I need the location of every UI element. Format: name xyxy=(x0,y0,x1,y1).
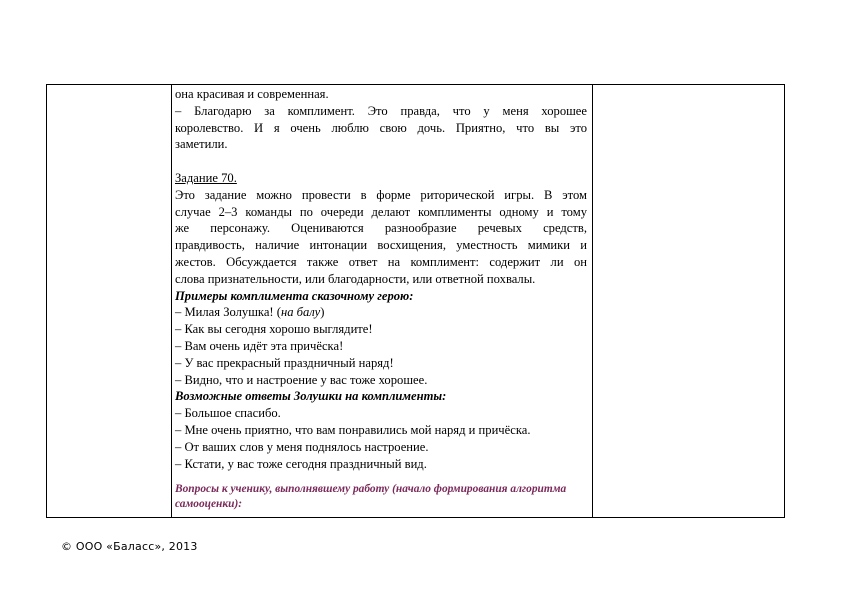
questions-heading-line: самооценки): xyxy=(175,498,243,511)
questions-heading xyxy=(175,482,587,512)
task-title: Задание 70. xyxy=(175,170,237,185)
example-line: – Вам очень идёт эта причёска! xyxy=(175,338,344,353)
example-text: ) xyxy=(320,305,325,320)
example-line xyxy=(175,304,587,321)
text-line: заметили. xyxy=(175,137,228,152)
text-line: случае 2–3 команды по очереди делают комплименты одному и тому xyxy=(175,204,587,219)
example-line: – Как вы сегодня хорошо выглядите! xyxy=(175,322,373,337)
questions-heading-line: Вопросы к ученику, выполнявшему работу (начало формирования алгоритма xyxy=(175,483,567,496)
example-line: – Видно, что и настроение у вас тоже хорошее. xyxy=(175,372,428,387)
text-line: слова признательности, или благодарности, или ответной похвалы. xyxy=(175,271,536,286)
footer-copyright: © ООО «Баласс», 2013 xyxy=(61,540,198,553)
table-cell-right xyxy=(592,85,785,517)
text-line: – Благодарю за комплимент. Это правда, что у меня хорошее xyxy=(175,103,587,118)
example-text: – Милая Золушка! ( xyxy=(175,305,281,320)
answer-line: – От ваших слов у меня поднялось настроение. xyxy=(175,439,429,454)
example-line: – У вас прекрасный праздничный наряд! xyxy=(175,355,394,370)
answer-line: – Мне очень приятно, что вам понравились мой наряд и причёска. xyxy=(175,422,531,437)
examples-heading: Примеры комплимента сказочному герою: xyxy=(175,288,414,303)
text-line: жестов. Обсуждается также ответ на комплимент: содержит ли он xyxy=(175,254,587,269)
answer-line: – Кстати, у вас тоже сегодня праздничный вид. xyxy=(175,456,427,471)
text-line: Это задание можно провести в форме риторической игры. В этом xyxy=(175,187,587,202)
table-cell-left xyxy=(47,85,171,517)
text-line: королевство. И я очень люблю свою дочь. Приятно, что вы это xyxy=(175,120,587,135)
lesson-table xyxy=(46,84,785,518)
text-line: правдивость, наличие интонации восхищения, уместность мимики и xyxy=(175,238,587,253)
text-line: же персонажу. Оцениваются разнообразие речевых средств, xyxy=(175,221,587,236)
answers-heading: Возможные ответы Золушки на комплименты: xyxy=(175,389,447,404)
example-italic: на балу xyxy=(280,305,321,320)
answer-line: – Большое спасибо. xyxy=(175,406,281,421)
table-cell-content xyxy=(172,85,592,517)
text-line: она красивая и современная. xyxy=(175,87,329,101)
